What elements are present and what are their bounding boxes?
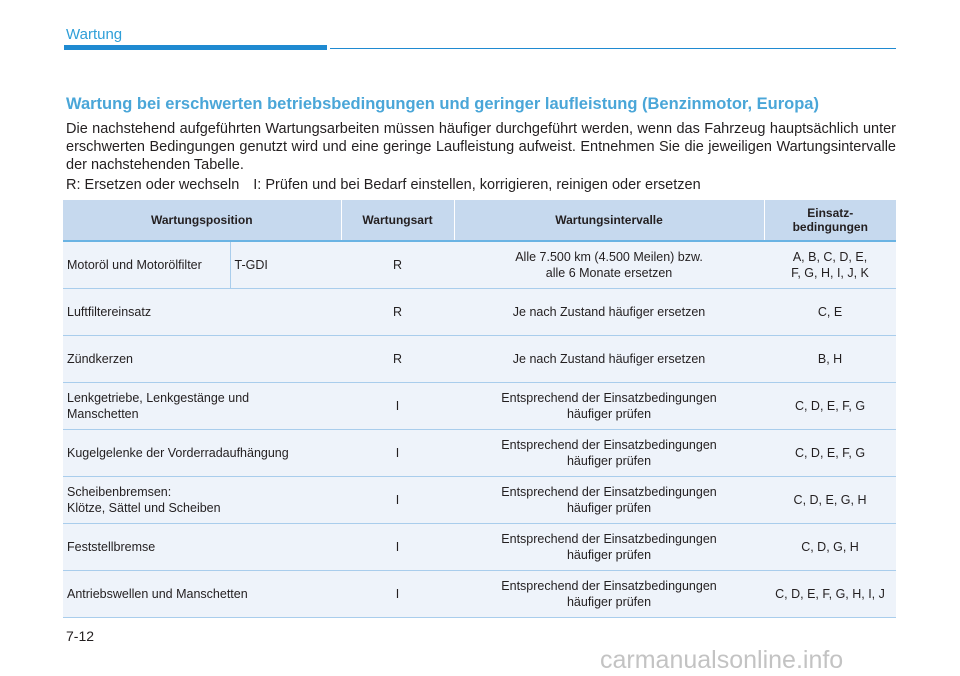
table-row xyxy=(63,336,896,383)
cell-interval: Je nach Zustand häufiger ersetzen xyxy=(454,336,764,383)
interval-l2: häufiger prüfen xyxy=(566,407,652,421)
header-intervalle: Wartungsintervalle xyxy=(454,200,764,241)
cell-cond: C, E xyxy=(764,289,896,336)
cell-position: Zündkerzen xyxy=(63,336,341,383)
cell-art: R xyxy=(341,241,454,289)
interval-l1: Entsprechend der Einsatzbedingungen xyxy=(501,438,717,452)
interval-l2: häufiger prüfen xyxy=(566,595,652,609)
cell-cond: C, D, E, G, H xyxy=(764,477,896,524)
cond-l1: A, B, C, D, E, xyxy=(792,250,868,264)
interval-l2: häufiger prüfen xyxy=(566,501,652,515)
page-heading: Wartung bei erschwerten betriebsbedingungen und geringer laufleistung (Benzinmotor, Europa) xyxy=(66,95,819,113)
cell-position: Feststellbremse xyxy=(63,524,341,571)
cell-interval xyxy=(454,571,764,618)
table-row xyxy=(63,477,896,524)
position-l2: Manschetten xyxy=(67,407,139,421)
cell-interval xyxy=(454,241,764,289)
cond-l2: F, G, H, I, J, K xyxy=(791,266,869,280)
interval-l2: alle 6 Monate ersetzen xyxy=(545,266,673,280)
cell-interval: Je nach Zustand häufiger ersetzen xyxy=(454,289,764,336)
cell-position xyxy=(63,477,341,524)
cell-cond: C, D, E, F, G, H, I, J xyxy=(764,571,896,618)
legend-r: R: Ersetzen oder wechseln xyxy=(66,177,240,193)
cell-cond: C, D, G, H xyxy=(764,524,896,571)
cell-art: I xyxy=(341,571,454,618)
header-position: Wartungsposition xyxy=(63,200,341,241)
table-row xyxy=(63,571,896,618)
cell-sub: T-GDI xyxy=(230,241,341,289)
section-label: Wartung xyxy=(66,26,123,43)
header-einsatz-l2: bedingungen xyxy=(792,220,868,234)
cell-cond: B, H xyxy=(764,336,896,383)
position-l1: Lenkgetriebe, Lenkgestänge und xyxy=(67,391,250,405)
header-einsatz xyxy=(764,200,896,241)
header-einsatz-l1: Einsatz- xyxy=(807,206,854,220)
cell-position xyxy=(63,383,341,430)
table-row xyxy=(63,289,896,336)
cell-art: I xyxy=(341,477,454,524)
position-l2: Klötze, Sättel und Scheiben xyxy=(67,501,221,515)
cell-cond: C, D, E, F, G xyxy=(764,430,896,477)
cell-position: Luftfiltereinsatz xyxy=(63,289,341,336)
cell-interval xyxy=(454,524,764,571)
cell-interval xyxy=(454,477,764,524)
header-rule-thin xyxy=(330,48,896,49)
header-art: Wartungsart xyxy=(341,200,454,241)
cell-interval xyxy=(454,430,764,477)
legend-i: I: Prüfen und bei Bedarf einstellen, korrigieren, reinigen oder ersetzen xyxy=(253,177,701,193)
interval-l1: Entsprechend der Einsatzbedingungen xyxy=(501,579,717,593)
cell-art: I xyxy=(341,383,454,430)
page-number: 7-12 xyxy=(66,628,95,644)
table-row xyxy=(63,383,896,430)
cell-interval xyxy=(454,383,764,430)
interval-l1: Alle 7.500 km (4.500 Meilen) bzw. xyxy=(515,250,703,264)
table-row xyxy=(63,524,896,571)
cell-art: R xyxy=(341,336,454,383)
table-row xyxy=(63,430,896,477)
interval-l1: Entsprechend der Einsatzbedingungen xyxy=(501,532,717,546)
interval-l1: Entsprechend der Einsatzbedingungen xyxy=(501,485,717,499)
position-l1: Scheibenbremsen: xyxy=(67,485,172,499)
table-row xyxy=(63,241,896,289)
maintenance-table xyxy=(63,200,896,618)
legend xyxy=(66,176,896,194)
cell-position: Antriebswellen und Manschetten xyxy=(63,571,341,618)
interval-l1: Entsprechend der Einsatzbedingungen xyxy=(501,391,717,405)
cell-cond: C, D, E, F, G xyxy=(764,383,896,430)
watermark: carmanualsonline.info xyxy=(600,646,844,674)
cell-position: Kugelgelenke der Vorderradaufhängung xyxy=(63,430,341,477)
header-rule-thick xyxy=(64,45,327,50)
table-header-row xyxy=(63,200,896,241)
cell-art: R xyxy=(341,289,454,336)
cell-cond xyxy=(764,241,896,289)
cell-position: Motoröl und Motorölfilter xyxy=(63,241,230,289)
cell-art: I xyxy=(341,430,454,477)
cell-art: I xyxy=(341,524,454,571)
intro-paragraph: Die nachstehend aufgeführten Wartungsarbeiten müssen häufiger durchgeführt werden, wenn das Fahrzeug hauptsächlich unter erschwerten Bedingungen genutzt wird und eine geringe Laufleistung aufweist. Entnehmen Sie die jeweiligen Wartungsintervalle der nachstehenden Tabelle. xyxy=(66,121,896,173)
interval-l2: häufiger prüfen xyxy=(566,548,652,562)
interval-l2: häufiger prüfen xyxy=(566,454,652,468)
